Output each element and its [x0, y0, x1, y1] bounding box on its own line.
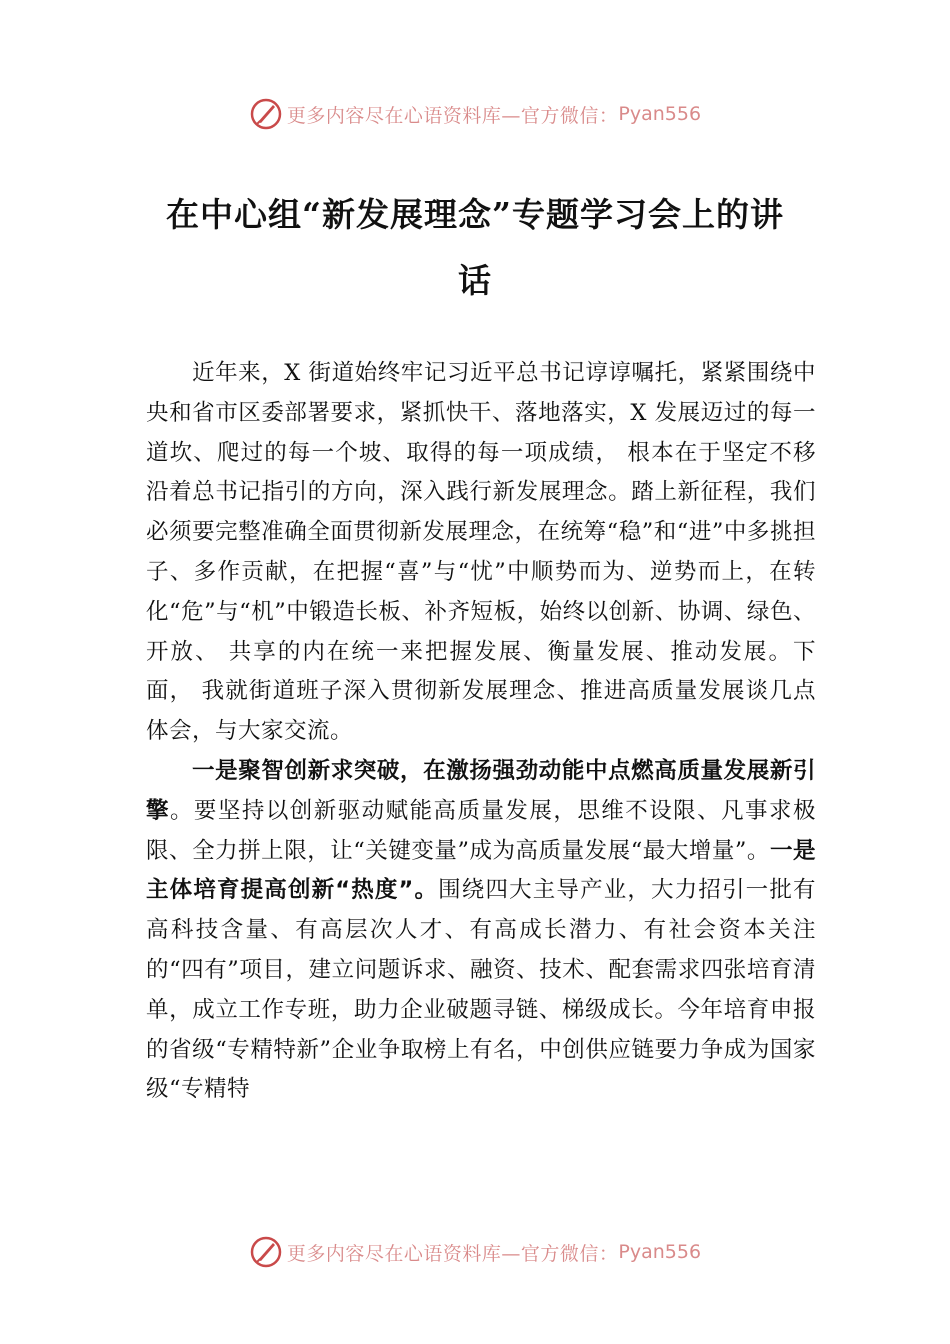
title-line-1: 在中心组“新发展理念”专题学习会上的讲	[166, 195, 784, 234]
watermark-wechat-id: Pyan556	[618, 103, 702, 125]
watermark-header	[0, 94, 950, 134]
section-heading: 一是聚智创新求突破，在激扬强劲动能中点燃高质量发展新引擎	[146, 757, 816, 824]
title-line-2: 话	[458, 261, 492, 300]
quill-logo-icon	[249, 1235, 283, 1269]
subsection-heading: 一是主体培育提高创新“热度”。	[146, 837, 816, 904]
paragraph-innovation	[146, 752, 816, 1110]
section-text: 。要坚持以创新驱动赋能高质量发展，思维不设限、凡事求极限、全力拼上限，让“关键变量”成为高质量发展“最大增量”。	[146, 797, 816, 864]
watermark-footer	[0, 1232, 950, 1272]
subsection-text: 围绕四大主导产业，大力招引一批有高科技含量、有高层次人才、有高成长潜力、有社会资本关注的“四有”项目，建立问题诉求、融资、技术、配套需求四张培育清单，成立工作专班，助力企业破题寻链、梯级成长。今年培育申报的省级“专精特新”企业争取榜上有名，中创供应链要力争成为国家级“专精特	[146, 877, 816, 1103]
document-body	[146, 354, 816, 1110]
document-title	[100, 182, 850, 314]
watermark-wechat-id: Pyan556	[618, 1241, 702, 1263]
quill-logo-icon	[249, 97, 283, 131]
paragraph-intro: 近年来，X 街道始终牢记习近平总书记谆谆嘱托，紧紧围绕中央和省市区委部署要求，紧抓快干、落地落实，X 发展迈过的每一道坎、爬过的每一个坡、取得的每一项成绩， 根本在于坚定不移沿着总书记指引的方向，深入践行新发展理念。踏上新征程，我们必须要完整准确全面贯彻新发展理念，在统筹“稳”和“进”中多挑担子、多作贡献，在把握“喜”与“忧”中顺势而为、逆势而上，在转化“危”与“机”中锻造长板、补齐短板，始终以创新、协调、绿色、开放、 共享的内在统一来把握发展、衡量发展、推动发展。下面， 我就街道班子深入贯彻新发展理念、推进高质量发展谈几点体会，与大家交流。	[146, 360, 816, 745]
watermark-text: 更多内容尽在心语资料库—官方微信：	[286, 104, 619, 127]
watermark-text: 更多内容尽在心语资料库—官方微信：	[286, 1242, 619, 1265]
